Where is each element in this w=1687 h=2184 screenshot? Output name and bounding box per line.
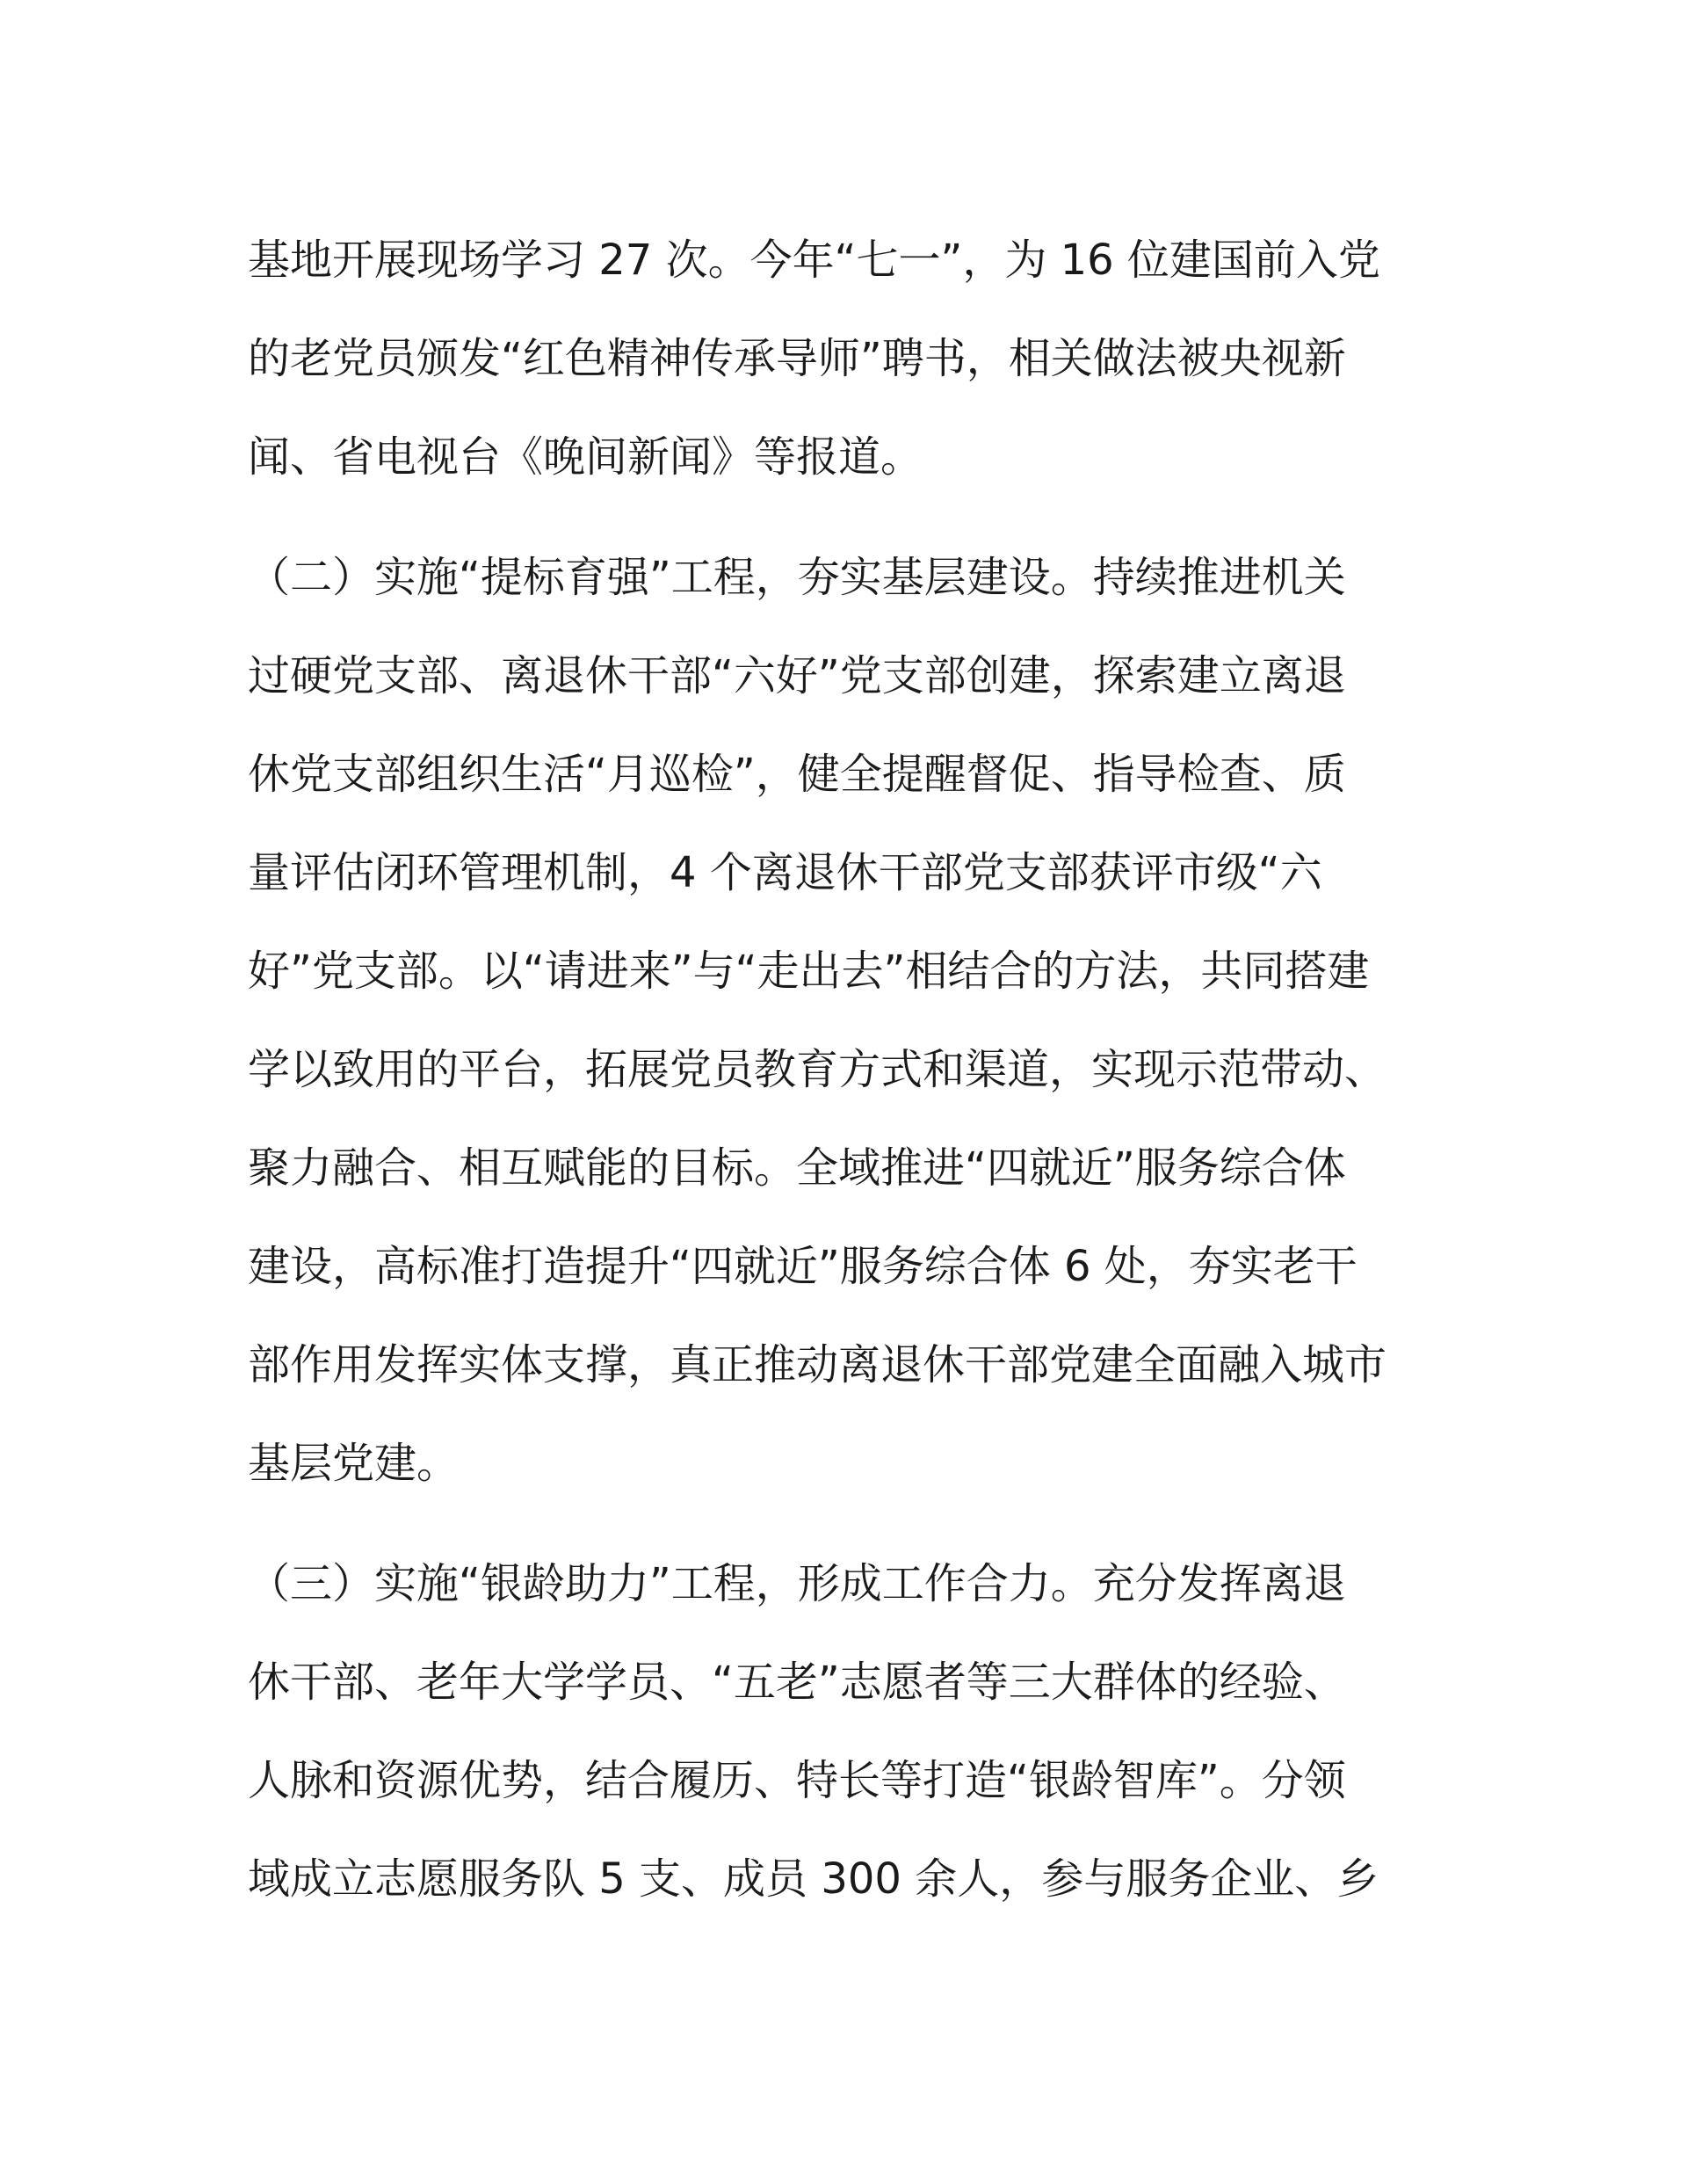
text-line: 学以致用的平台，拓展党员教育方式和渠道，实现示范带动、 [248, 1045, 1387, 1094]
text-line: 休干部、老年大学学员、“五老”志愿者等三大群体的经验、 [248, 1658, 1346, 1707]
text-line: 过硬党支部、离退休干部“六好”党支部创建，探索建立离退 [248, 651, 1346, 700]
text-line: 基层党建。 [248, 1439, 460, 1488]
text-line: 基地开展现场学习 27 次。今年“七一”，为 16 位建国前入党 [248, 236, 1380, 285]
text-line: 量评估闭环管理机制，4 个离退休干部党支部获评市级“六 [248, 848, 1322, 897]
text-line: 人脉和资源优势，结合履历、特长等打造“银龄智库”。分领 [248, 1756, 1346, 1805]
text-line: 闻、省电视台《晚间新闻》等报道。 [248, 432, 923, 482]
text-line: 的老党员颁发“红色精神传承导师”聘书，相关做法被央视新 [248, 334, 1346, 383]
section-heading-line: （三）实施“银龄助力”工程，形成工作合力。充分发挥离退 [248, 1559, 1346, 1608]
text-line: 域成立志愿服务队 5 支、成员 300 余人，参与服务企业、乡 [248, 1854, 1379, 1904]
text-line: 部作用发挥实体支撑，真正推动离退休干部党建全面融入城市 [248, 1340, 1387, 1389]
text-line: 建设，高标准打造提升“四就近”服务综合体 6 处，夯实老干 [248, 1242, 1358, 1291]
text-line: 聚力融合、相互赋能的目标。全域推进“四就近”服务综合体 [248, 1143, 1346, 1193]
section-heading-line: （二）实施“提标育强”工程，夯实基层建设。持续推进机关 [248, 553, 1346, 602]
text-line: 休党支部组织生活“月巡检”，健全提醒督促、指导检查、质 [248, 750, 1346, 799]
text-line: 好”党支部。以“请进来”与“走出去”相结合的方法，共同搭建 [248, 947, 1370, 996]
